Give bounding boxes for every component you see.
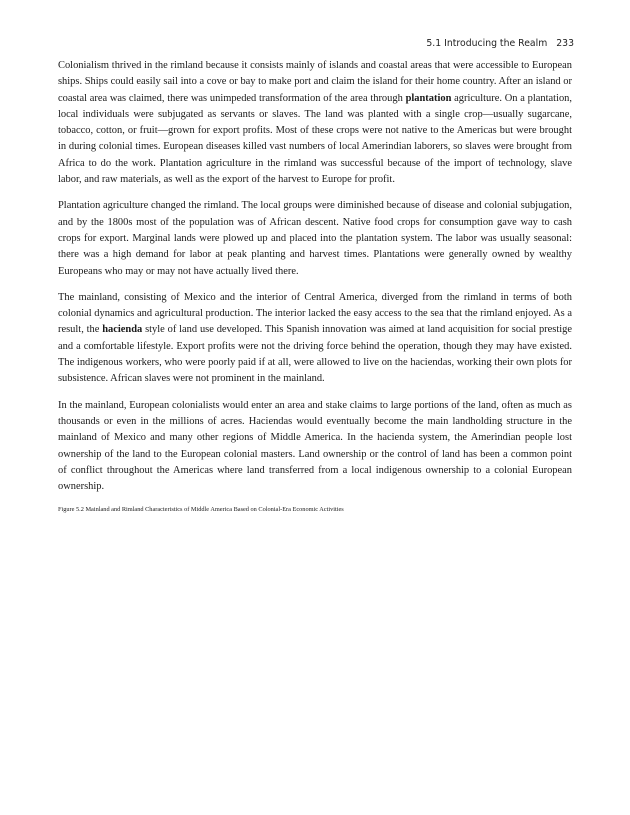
term-plantation: plantation	[405, 92, 452, 104]
paragraph-plantation: Colonialism thrived in the rimland because it consists mainly of islands and coastal areas that were accessible to European ships. Ships could easily sail into a cove or bay to make port and claim the island for their home country. After an island or coastal area was claimed, there was unimpeded transformation of the area through plantation agriculture. On a plantation, local individuals were subjugated as servants or slaves. The land was planted with a single crop—usually sugarcane, tobacco, cotton, or fruit—grown for export profits. Most of these crops were not native to the Americas but were brought in during colonial times. European diseases killed vast numbers of local Amerindian laborers, so slaves were brought from Africa to do the work. Plantation agriculture in the rimland was successful because of the import of technology, slave labor, and raw materials, as well as the export of the harvest to Europe for profit.	[58, 60, 573, 186]
page-number: 233	[556, 38, 574, 49]
paragraph-land-ownership: In the mainland, European colonialists would enter an area and stake claims to large portions of the land, often as much as thousands or even in the millions of acres. Haciendas would eventually become the main landholding structure in the mainland of Mexico and many other regions of Middle America. In the hacienda system, the Amerindian people lost ownership of the land to the European colonial masters. Land ownership or the control of land has been a common point of conflict throughout the Americas where land transferred from a local indigenous ownership to a colonial European ownership.	[58, 399, 572, 493]
paragraph-mainland: The mainland, consisting of Mexico and the interior of Central America, diverged from the rimland in terms of both colonial dynamics and agricultural production. The interior lacked the easy access to the sea that the rimland enjoyed. As a result, the hacienda style of land use developed. This Spanish innovation was aimed at land acquisition for social prestige and a comfortable lifestyle. Export profits were not the driving force behind the operation, though they may have existed. The indigenous workers, who were poorly paid if at all, were allowed to live on the haciendas, working their own plots for subsistence. African slaves were not prominent in the mainland.	[58, 291, 572, 385]
figure-caption: Figure 5.2 Mainland and Rimland Characteristics of Middle America Based on Colonial-Era Economic Activities	[58, 506, 344, 514]
running-header	[426, 38, 574, 49]
paragraph-rimland-change: Plantation agriculture changed the rimland. The local groups were diminished because of disease and colonial subjugation, and by the 1800s most of the population was of African descent. Native food crops for consumption gave way to cash crops for export. Marginal lands were plowed up and placed into the plantation system. The labor was usually seasonal: there was a high demand for labor at peak planting and harvest times. Plantations were generally owned by wealthy Europeans who may or may not have actually lived there.	[58, 200, 572, 277]
term-hacienda: hacienda	[102, 324, 143, 336]
section-title: 5.1 Introducing the Realm	[426, 38, 548, 49]
body-text	[58, 58, 572, 514]
